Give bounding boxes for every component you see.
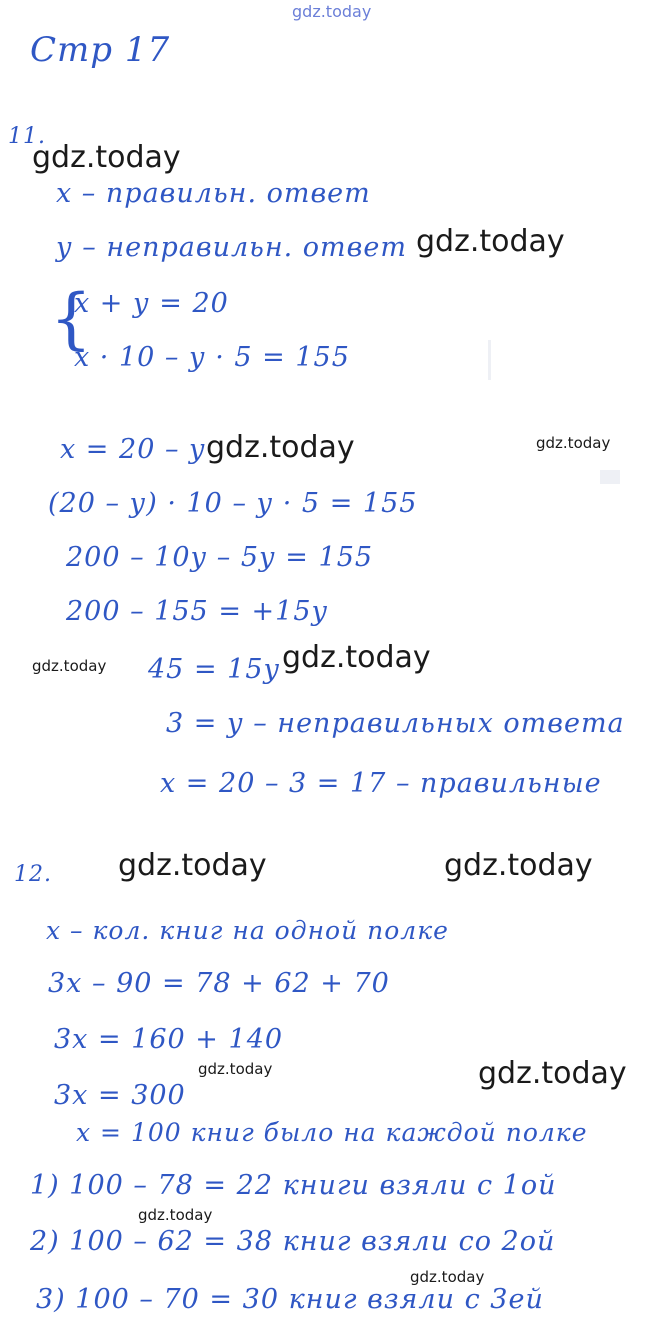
faint-mark [600,470,620,484]
task11-line-10: 3 = у – неправильных ответа [166,708,625,739]
task12-line-2: 3х – 90 = 78 + 62 + 70 [48,968,390,999]
task11-line-3: х + у = 20 [74,288,229,319]
task11-line-8: 200 – 155 = +15у [66,596,329,627]
task11-line-9: 45 = 15у [148,654,281,685]
watermark: gdz.today [416,224,565,259]
task11-line-6: (20 – у) · 10 – у · 5 = 155 [48,488,418,519]
task12-line-7: 2) 100 – 62 = 38 книг взяли со 2ой [30,1226,556,1257]
watermark: gdz.today [118,848,267,883]
task11-line-1: х – правильн. ответ [56,178,371,209]
page-header: Стр 17 [30,30,171,70]
task11-line-2: у – неправильн. ответ [56,232,407,263]
watermark: gdz.today [478,1056,627,1091]
task11-line-7: 200 – 10у – 5у = 155 [66,542,374,573]
watermark: gdz.today [32,140,181,175]
task12-number: 12. [14,862,52,887]
task12-line-8: 3) 100 – 70 = 30 книг взяли с 3ей [36,1284,544,1315]
watermark: gdz.today [444,848,593,883]
watermark-top: gdz.today [292,2,372,21]
system-brace: { [50,280,92,357]
faint-mark [488,340,491,380]
task12-line-6: 1) 100 – 78 = 22 книги взяли с 1ой [30,1170,557,1201]
task12-line-4: 3х = 300 [54,1080,186,1111]
watermark-small: gdz.today [32,657,107,675]
task11-line-5: х = 20 – у [60,434,206,465]
task11-line-4: х · 10 – у · 5 = 155 [74,342,350,373]
watermark-small: gdz.today [536,434,611,452]
task11-number: 11. [8,124,46,149]
task12-line-3: 3х = 160 + 140 [54,1024,284,1055]
task11-line-11: х = 20 – 3 = 17 – правильные [160,768,602,799]
watermark: gdz.today [206,430,355,465]
task12-line-5: х = 100 книг было на каждой полке [76,1118,588,1147]
watermark-small: gdz.today [138,1206,213,1224]
watermark-small: gdz.today [410,1268,485,1286]
watermark: gdz.today [282,640,431,675]
task12-line-1: х – кол. книг на одной полке [46,916,449,945]
watermark-small: gdz.today [198,1060,273,1078]
